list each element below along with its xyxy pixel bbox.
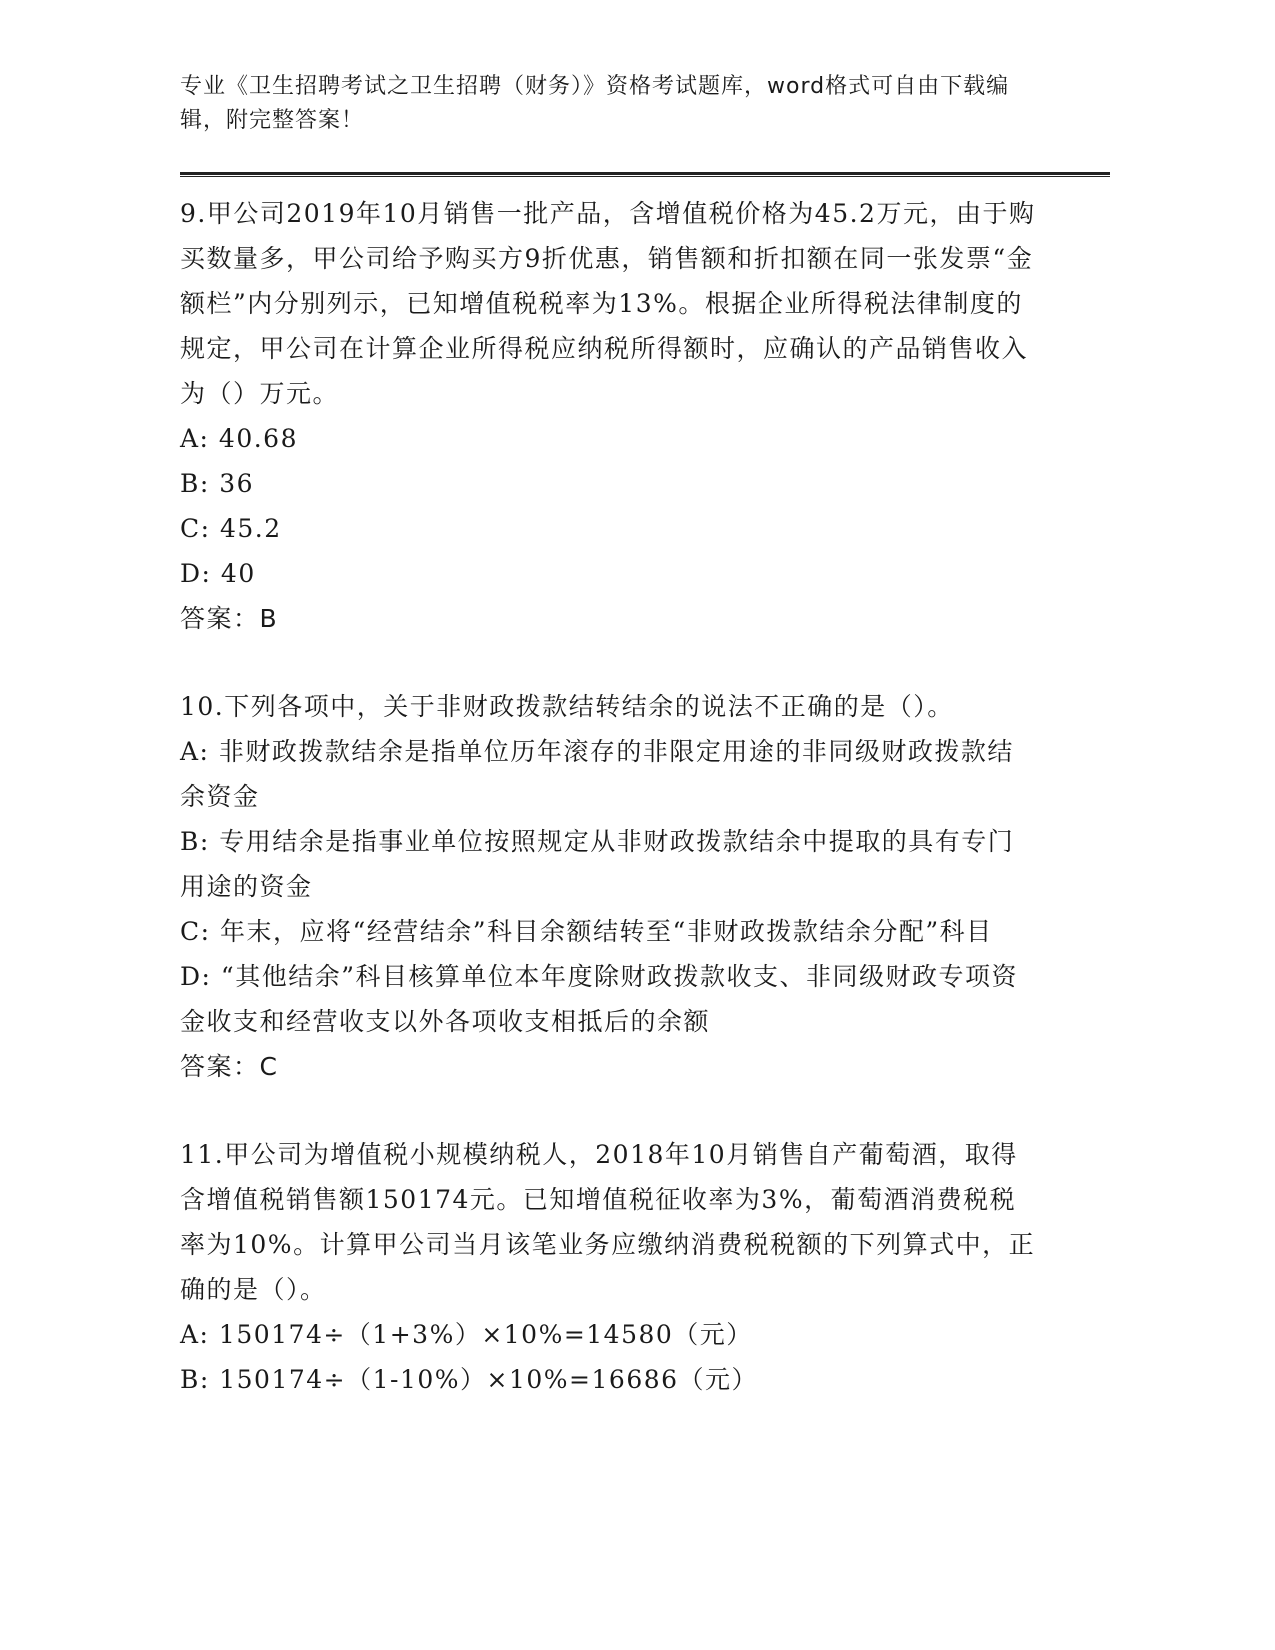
question-stem: 11.甲公司为增值税小规模纳税人，2018年10月销售自产葡萄酒，取得含增值税销售额150174元。已知增值税征收率为3%，葡萄酒消费税税率为10%。计算甲公司当月该笔业务应缴纳消费税税额的下列算式中，正确的是（）。 — [180, 1140, 1036, 1304]
option-b: B: 专用结余是指事业单位按照规定从非财政拨款结余中提取的具有专门用途的资金 — [180, 827, 1015, 901]
option-c: C: 年末，应将“经营结余”科目余额结转至“非财政拨款结余分配”科目 — [180, 917, 993, 946]
option-a: A: 非财政拨款结余是指单位历年滚存的非限定用途的非同级财政拨款结余资金 — [180, 737, 1014, 811]
option-a: A: 150174÷（1+3%）×10%=14580（元） — [180, 1320, 753, 1349]
document-header: 专业《卫生招聘考试之卫生招聘（财务）》资格考试题库，word格式可自由下载编辑，附完整答案！ — [180, 74, 1010, 133]
question-block — [180, 684, 1040, 1089]
option-b: B: 36 — [180, 469, 255, 498]
question-list — [180, 191, 1040, 1402]
question-stem: 10.下列各项中，关于非财政拨款结转结余的说法不正确的是（）。 — [180, 692, 954, 721]
document-page — [180, 70, 1110, 1402]
option-a: A: 40.68 — [180, 424, 298, 453]
question-block — [180, 1132, 1040, 1402]
option-b: B: 150174÷（1-10%）×10%=16686（元） — [180, 1365, 759, 1394]
answer-label: 答案：B — [180, 604, 279, 633]
answer-label: 答案：C — [180, 1052, 279, 1081]
question-block — [180, 191, 1040, 641]
option-c: C: 45.2 — [180, 514, 282, 543]
option-d: D: 40 — [180, 559, 256, 588]
header-divider — [180, 172, 1110, 177]
option-d: D: “其他结余”科目核算单位本年度除财政拨款收支、非同级财政专项资金收支和经营收支以外各项收支相抵后的余额 — [180, 962, 1018, 1036]
question-stem: 9.甲公司2019年10月销售一批产品，含增值税价格为45.2万元，由于购买数量多，甲公司给予购买方9折优惠，销售额和折扣额在同一张发票“金额栏”内分别列示，已知增值税税率为13%。根据企业所得税法律制度的规定，甲公司在计算企业所得税应纳税所得额时，应确认的产品销售收入为（）万元。 — [180, 199, 1036, 408]
